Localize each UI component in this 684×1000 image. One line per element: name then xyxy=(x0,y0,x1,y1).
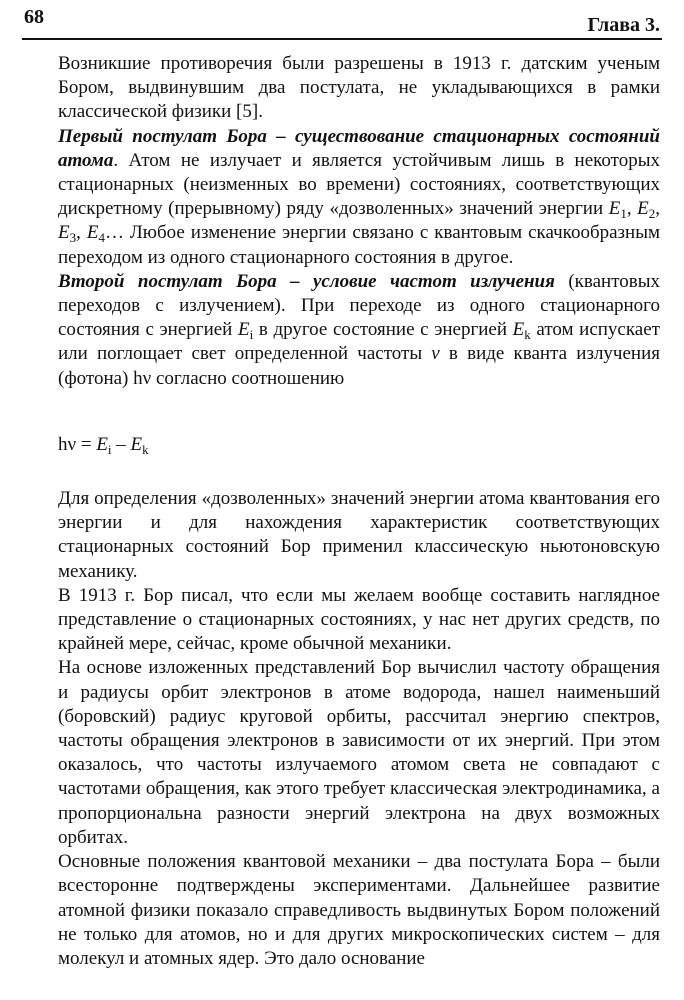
energy-ei-sub: i xyxy=(249,327,254,343)
formula-minus: – xyxy=(111,433,131,455)
formula-ek: E xyxy=(130,433,143,455)
paragraph-intro-text: Возникшие противоречия были разрешены в 1913 г. датским ученым Бором, выдвинувшим два постулата, не укладывающихся в рамки классической физики [5]. xyxy=(58,53,660,123)
page-header xyxy=(22,4,662,40)
formula-ei: E xyxy=(96,433,108,455)
bohr-frequency-formula xyxy=(58,433,660,457)
second-postulate-text-c: атом испускает или поглощает свет определенной частоты xyxy=(58,319,660,365)
energy-e3: E xyxy=(58,222,70,244)
second-postulate-text-b: в другое состояние с энергией xyxy=(253,319,513,341)
energy-ek-sub: k xyxy=(524,327,531,343)
formula-ek-sub: k xyxy=(142,441,149,457)
energy-ek: E xyxy=(512,319,525,341)
formula-lhs: hν = xyxy=(58,433,97,455)
main-text xyxy=(58,52,660,971)
chapter-title: Глава 3. xyxy=(587,14,660,36)
second-postulate-text-a: (квантовых переходов с излучением). При переходе из одного стационарного состояния с энергией xyxy=(58,270,660,341)
energy-separator-1: , xyxy=(626,198,638,220)
energy-e4-sub: 4 xyxy=(98,230,105,246)
paragraph-newtonian-mechanics xyxy=(58,487,660,584)
second-postulate-title: Второй постулат Бора – условие частот излучения xyxy=(58,270,555,292)
paragraph-hydrogen-calculation xyxy=(58,656,660,850)
first-postulate-title: Первый постулат Бора – существование стационарных состояний атома xyxy=(58,125,660,171)
second-postulate-text-d: в виде кванта излучения (фотона) xyxy=(58,343,660,389)
photon-energy-hnu: hν xyxy=(133,367,152,389)
energy-e1-sub: 1 xyxy=(620,206,627,222)
first-postulate-text-b: … Любое изменение энергии связано с квантовым скачкообразным переходом из одного стационарного состояния в другое. xyxy=(58,222,661,268)
energy-e3-sub: 3 xyxy=(69,230,77,246)
paragraph-intro xyxy=(58,52,660,125)
paragraph-hydrogen-calculation-text: На основе изложенных представлений Бор вычислил частоту обращения и радиусы орбит электронов в атоме водорода, нашел наименьший (боровский) радиус круговой орбиты, рассчитал энергию спектров, частоты обращения электронов в зависимости от их энергий. При этом оказалось, что частоты излучаемого атомом света не совпадают с частотами обращения, как этого требует классическая электродинамика, а пропорциональна разности энергий электрона на двух возможных орбитах. xyxy=(58,657,660,848)
paragraph-second-postulate xyxy=(58,270,660,391)
paragraph-first-postulate xyxy=(58,125,660,270)
formula-ei-sub: i xyxy=(107,441,112,457)
energy-separator-2: , xyxy=(655,198,661,220)
paragraph-bohr-quote xyxy=(58,584,660,657)
second-postulate-text-e: согласно соотношению xyxy=(151,367,345,389)
energy-e4: E xyxy=(86,222,99,244)
energy-e2: E xyxy=(637,198,649,220)
first-postulate-text-a: . Атом не излучает и является устойчивым лишь в некоторых стационарных (неизменных во времени) состояниях, соответствующих дискретному (прерывному) ряду «дозволенных» значений энергии xyxy=(58,149,660,220)
paragraph-bohr-quote-text: В 1913 г. Бор писал, что если мы желаем вообще составить наглядное представление о стационарных состояниях, у нас нет других средств, по крайней мере, сейчас, кроме обычной механики. xyxy=(58,584,660,655)
paragraph-quantum-mechanics xyxy=(58,850,660,971)
paragraph-newtonian-mechanics-text: Для определения «дозволенных» значений энергии атома квантования его энергии и для нахождения характеристик соответствующих стационарных состояний Бор применил классическую ньютоновскую механику. xyxy=(58,488,660,582)
energy-separator-3: , xyxy=(76,222,87,244)
energy-e2-sub: 2 xyxy=(648,206,656,222)
page-number: 68 xyxy=(24,6,44,28)
energy-ei: E xyxy=(237,319,250,341)
frequency-nu: ν xyxy=(431,343,440,365)
energy-e1: E xyxy=(608,198,621,220)
paragraph-quantum-mechanics-text: Основные положения квантовой механики – два постулата Бора – были всесторонне подтверждены экспериментами. Дальнейшее развитие атомной физики показало справедливость выдвинутых Бором положений не только для атомов, но и для других микроскопических систем – для молекул и атомных ядер. Это дало основание xyxy=(58,851,660,969)
